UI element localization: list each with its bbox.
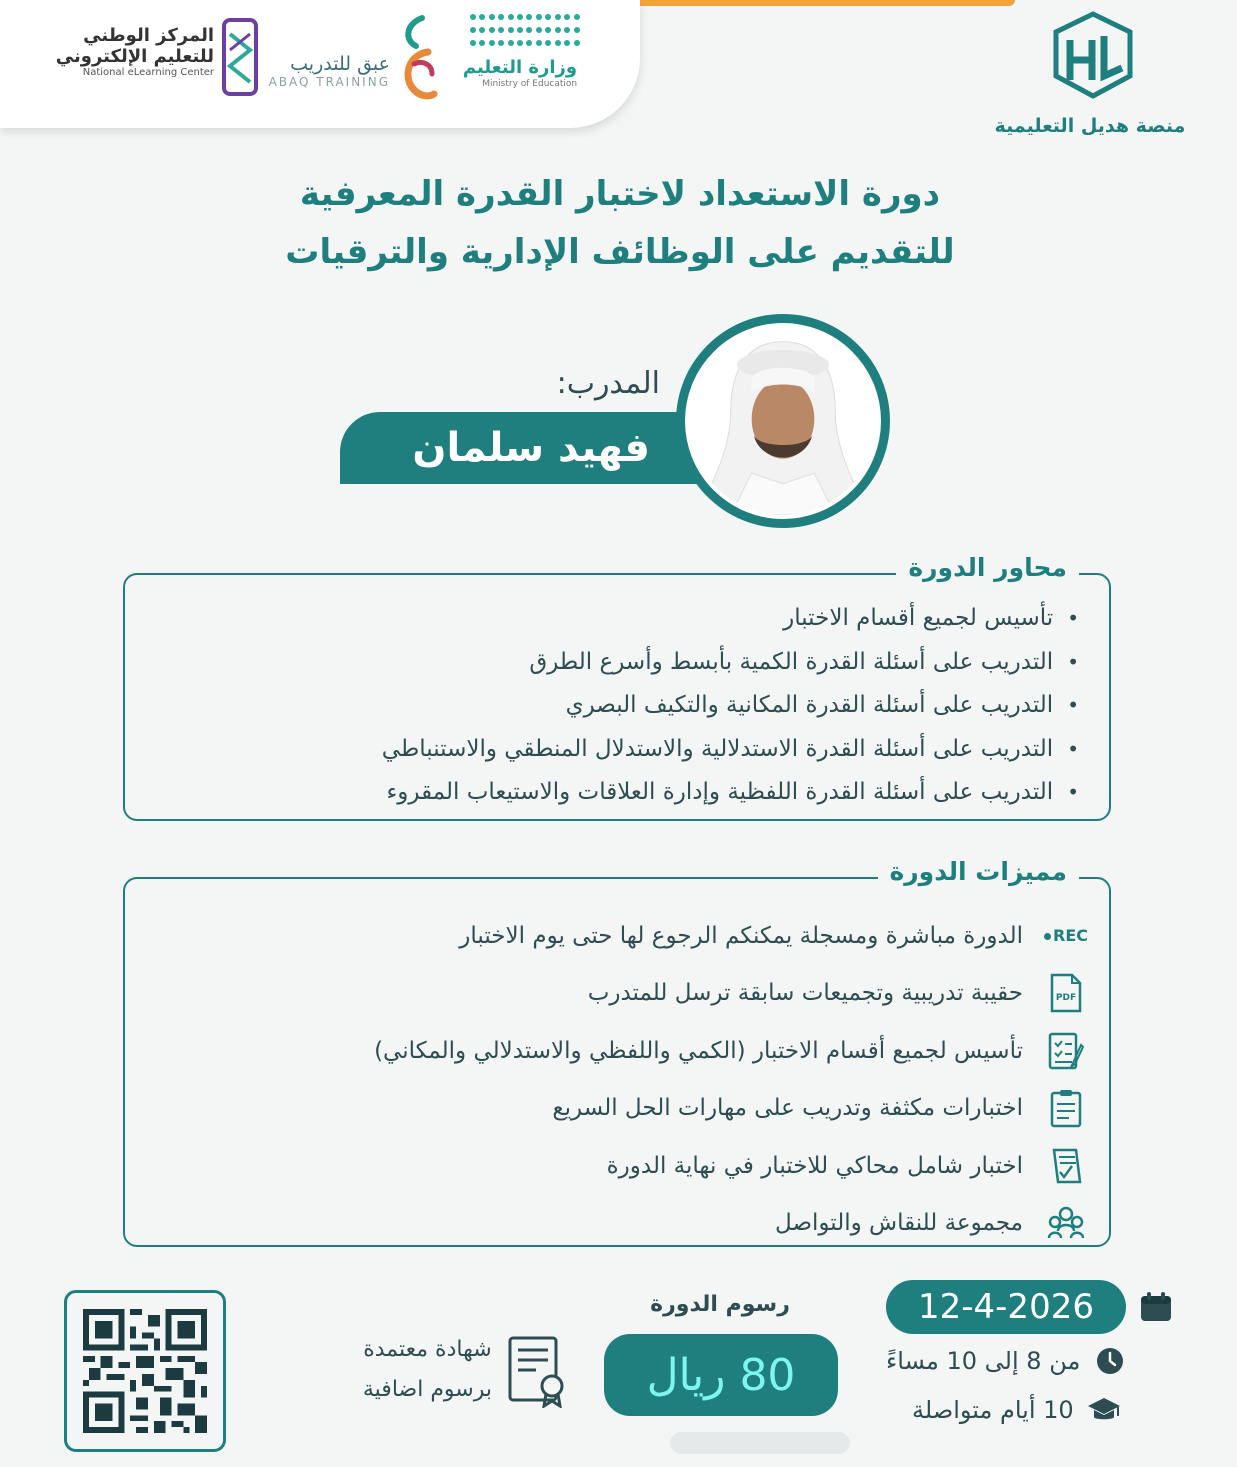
axis-item: • التدريب على أسئلة القدرة الاستدلالية والاستدلال المنطقي والاستنباطي: [159, 728, 1079, 772]
clock-icon: [1092, 1343, 1128, 1379]
nelc-name-ar-2: للتعليم الإلكتروني: [55, 45, 214, 67]
feature-item: [147, 907, 1087, 965]
qr-code-icon: [83, 1309, 207, 1433]
fees-label: رسوم الدورة: [650, 1292, 790, 1317]
nelc-name-en: National eLearning Center: [82, 67, 214, 79]
nelc-logo: [48, 16, 258, 101]
course-duration: 10 أيام متواصلة: [912, 1396, 1074, 1424]
calendar-icon: [1138, 1289, 1174, 1325]
trainer-label: المدرب:: [556, 366, 660, 401]
feature-text: مجموعة للنقاش والتواصل: [775, 1210, 1023, 1237]
moe-name-ar: وزارة التعليم: [462, 57, 578, 78]
nelc-name-ar-1: المركز الوطني: [83, 25, 214, 46]
feature-text: تأسيس لجميع أقسام الاختبار (الكمي واللفظي والاستدلالي والمكاني): [374, 1037, 1023, 1064]
trainer-photo-frame: [676, 314, 890, 528]
course-axes-title: محاور الدورة: [896, 553, 1079, 582]
duration-row: [912, 1392, 1122, 1428]
svg-text:PDF: PDF: [1055, 993, 1077, 1004]
trainer-name-banner: [340, 412, 710, 484]
abaq-name-en: ABAQ TRAINING: [268, 74, 390, 89]
orange-top-strip: [625, 0, 1015, 6]
trainer-photo: [685, 323, 881, 519]
feature-text: الدورة مباشرة ومسجلة يمكنكم الرجوع لها حتى يوم الاختبار: [459, 922, 1023, 949]
feature-item: [147, 1022, 1087, 1080]
feature-text: اختبارات مكثفة وتدريب على مهارات الحل السريع: [552, 1095, 1023, 1122]
nelc-mark-icon: [222, 18, 258, 96]
course-date: 12-4-2026: [918, 1287, 1094, 1327]
certificate-icon: [506, 1334, 570, 1408]
course-features-list: [147, 907, 1087, 1252]
abaq-name-ar: عبق للتدريب: [290, 53, 390, 75]
axis-item: • التدريب على أسئلة القدرة اللفظية وإدارة العلاقات والاستيعاب المقروء: [159, 771, 1079, 815]
axis-item: • تأسيس لجميع أقسام الاختبار: [159, 597, 1079, 641]
course-title-line-1: دورة الاستعداد لاختبار القدرة المعرفية: [299, 174, 941, 214]
course-axes-section: [123, 553, 1111, 821]
fees-value: 80 ريال: [646, 1349, 796, 1401]
axis-item: • التدريب على أسئلة القدرة الكمية بأبسط وأسرع الطرق: [159, 641, 1079, 685]
group-icon: [1045, 1202, 1087, 1244]
rec-icon: REC: [1045, 915, 1087, 957]
course-features-section: [123, 857, 1111, 1247]
certificate-info: [290, 1330, 580, 1410]
course-title-line-2: للتقديم على الوظائف الإدارية والترقيات: [285, 232, 955, 272]
feature-text: اختبار شامل محاكي للاختبار في نهاية الدورة: [606, 1152, 1023, 1179]
hl-cube-icon: [1050, 10, 1136, 100]
abaq-logo: [265, 14, 440, 109]
qr-code[interactable]: [64, 1290, 226, 1452]
exam-icon: [1045, 1087, 1087, 1129]
feature-item: [147, 965, 1087, 1023]
certificate-line-1: شهادة معتمدة: [363, 1337, 492, 1362]
course-features-title: مميزات الدورة: [878, 857, 1079, 886]
date-badge: [886, 1280, 1126, 1334]
axis-item: • التدريب على أسئلة القدرة المكانية والتكيف البصري: [159, 684, 1079, 728]
trainer-portrait-icon: [689, 327, 877, 515]
partner-logos-card: [0, 0, 640, 128]
moe-name-en: Ministry of Education: [482, 78, 578, 89]
graduation-cap-icon: [1086, 1392, 1122, 1428]
smudge: [670, 1432, 850, 1454]
course-title: [250, 165, 990, 281]
feature-item: [147, 1137, 1087, 1195]
trainer-name: فهيد سلمان: [412, 425, 650, 471]
feature-text: حقيبة تدريبية وتجميعات سابقة ترسل للمتدرب: [587, 980, 1023, 1007]
platform-name: منصة هديل التعليمية: [994, 115, 1186, 137]
certificate-line-2: برسوم اضافية: [362, 1377, 492, 1402]
fees-badge: [604, 1334, 838, 1416]
moe-logo: [455, 14, 585, 109]
course-time: من 8 إلى 10 مساءً: [886, 1347, 1081, 1375]
feature-item: [147, 1080, 1087, 1138]
platform-logo: [970, 5, 1210, 145]
abaq-mark-icon: [392, 14, 440, 104]
moe-dots-icon: [470, 14, 580, 50]
date-row: [886, 1280, 1174, 1334]
test-paper-icon: [1045, 1145, 1087, 1187]
feature-item: [147, 1195, 1087, 1253]
course-axes-list: [159, 597, 1079, 815]
time-row: [886, 1343, 1128, 1379]
checklist-icon: [1045, 1030, 1087, 1072]
pdf-icon: [1045, 972, 1087, 1014]
